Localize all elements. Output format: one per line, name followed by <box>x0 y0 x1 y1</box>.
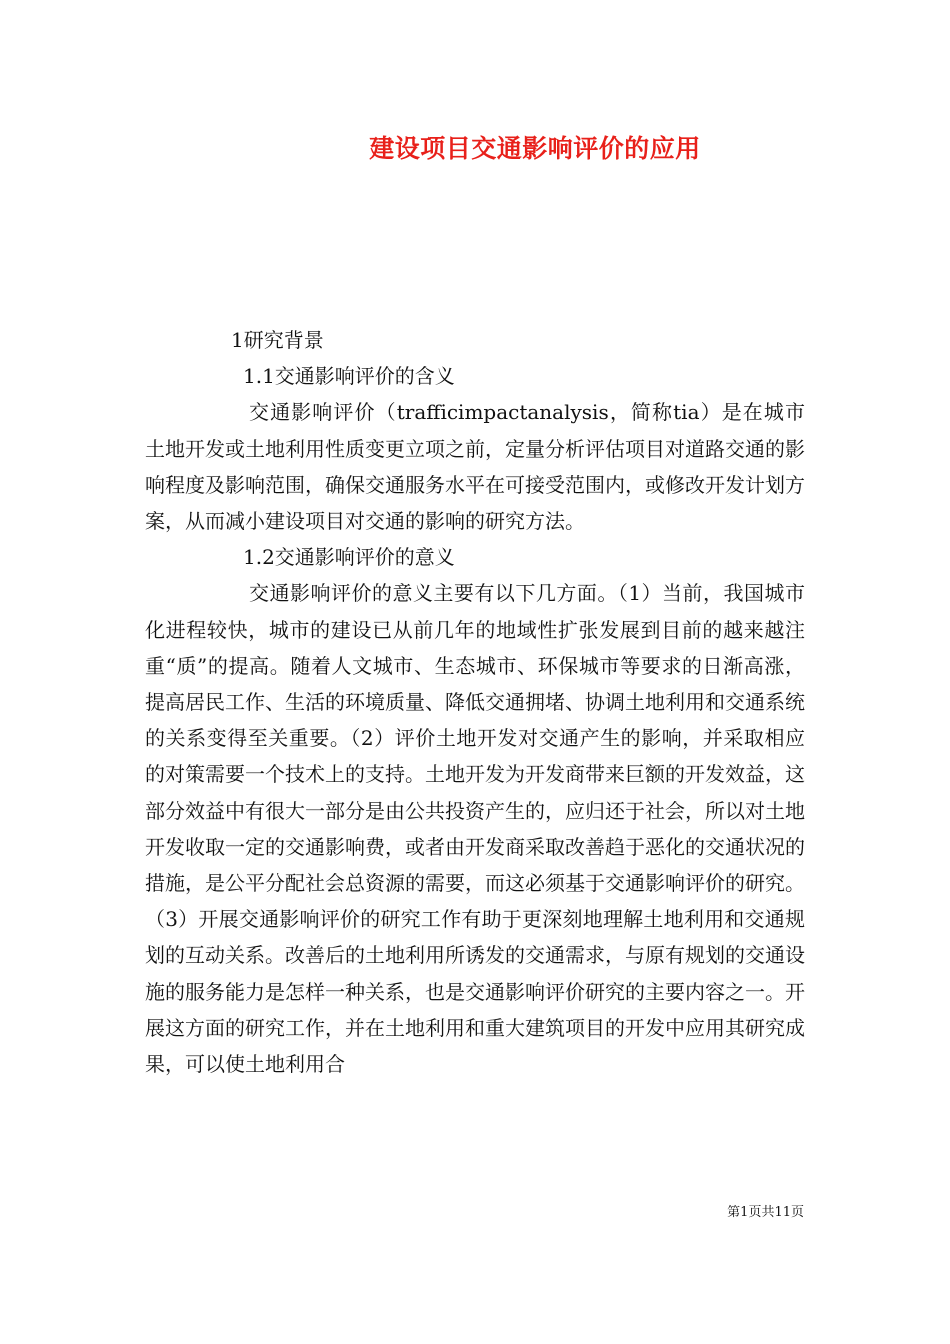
section-heading-1-2: 1.2交通影响评价的意义 <box>243 545 455 570</box>
section-heading-1-1: 1.1交通影响评价的含义 <box>243 364 455 389</box>
paragraph-significance: 交通影响评价的意义主要有以下几方面。（1）当前，我国城市化进程较快，城市的建设已从前几年的地域性扩张发展到目前的越来越注重“质”的提高。随着人文城市、生态城市、环保城市等要求的日渐高涨，提高居民工作、生活的环境质量、降低交通拥堵、协调土地利用和交通系统的关系变得至关重要。（2）评价土地开发对交通产生的影响，并采取相应的对策需要一个技术上的支持。土地开发为开发商带来巨额的开发效益，这部分效益中有很大一部分是由公共投资产生的，应归还于社会，所以对土地开发收取一定的交通影响费，或者由开发商采取改善趋于恶化的交通状况的措施，是公平分配社会总资源的需要，而这必须基于交通影响评价的研究。（3）开展交通影响评价的研究工作有助于更深刻地理解土地利用和交通规划的互动关系。改善后的土地利用所诱发的交通需求，与原有规划的交通设施的服务能力是怎样一种关系，也是交通影响评价研究的主要内容之一。开展这方面的研究工作，并在土地利用和重大建筑项目的开发中应用其研究成果，可以使土地利用合 <box>145 581 805 1077</box>
section-heading-1: 1研究背景 <box>231 328 324 352</box>
paragraph-definition: 交通影响评价（trafficimpactanalysis，简称tia）是在城市土地开发或土地利用性质变更立项之前，定量分析评估项目对道路交通的影响程度及影响范围，确保交通服务水平在可接受范围内，或修改开发计划方案，从而减小建设项目对交通的影响的研究方法。 <box>145 400 805 534</box>
page-number-footer: 第1页共11页 <box>727 1205 804 1220</box>
document-body <box>145 322 805 1082</box>
document-title: 建设项目交通影响评价的应用 <box>369 134 701 163</box>
